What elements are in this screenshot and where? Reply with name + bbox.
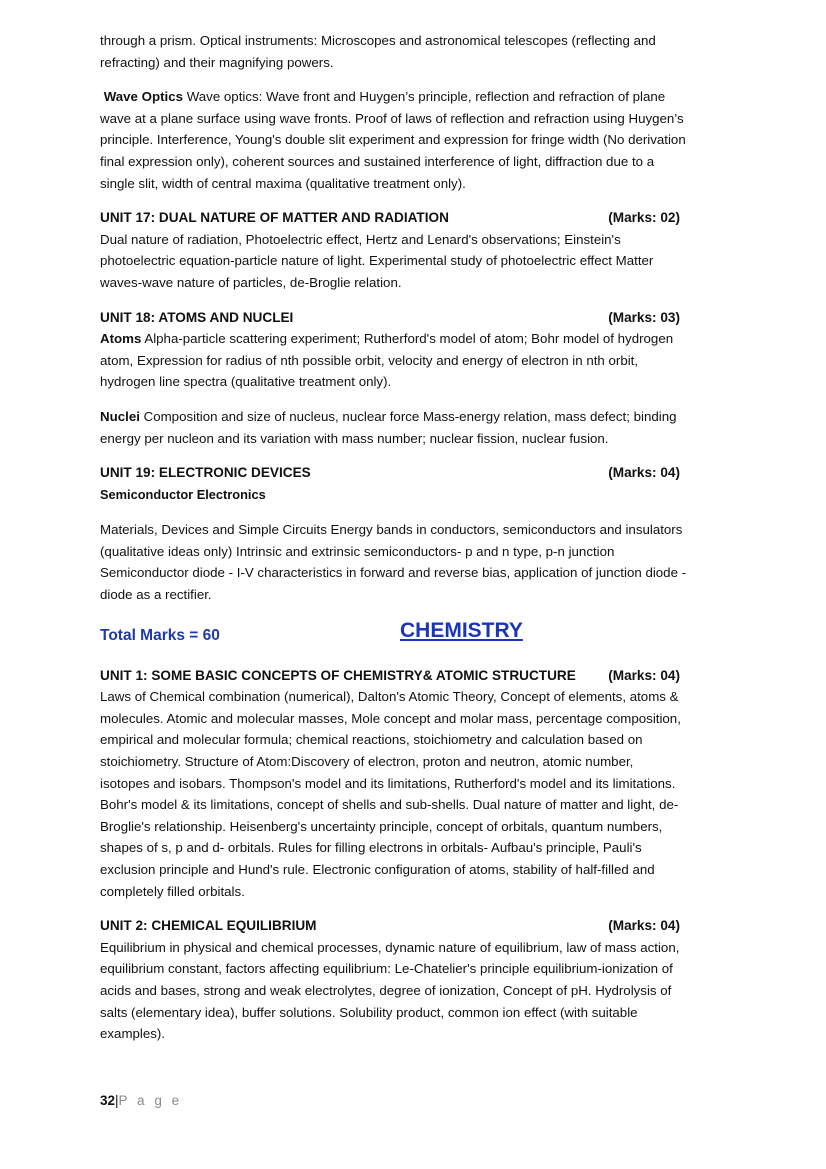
text-line: stoichiometry. Structure of Atom:Discovery of electron, proton and neutron, atomic number, [100, 754, 634, 770]
unit-heading [100, 915, 680, 937]
unit-marks: (Marks: 04) [608, 918, 680, 934]
chem-unit2-section [100, 915, 730, 1045]
text-line: wave at a plane surface using wave fronts. Proof of laws of reflection and refraction using Huygen’s [100, 110, 684, 126]
text-span: Wave optics: Wave front and Huygen’s principle, reflection and refraction of plane [183, 89, 666, 105]
text-line: salts (elementary idea), buffer solutions. Solubility product, common ion effect (with suitable [100, 1004, 638, 1020]
chem-unit1-section [100, 665, 730, 903]
text-line: energy per nucleon and its variation with mass number; nuclear fission, nuclear fusion. [100, 430, 609, 446]
text-line [100, 86, 730, 108]
text-line: diode as a rectifier. [100, 587, 212, 603]
unit19-body [100, 519, 730, 605]
text-line: exclusion principle and Hund's rule. Electronic configuration of atoms, stability of half-filled and [100, 862, 655, 877]
wave-optics-section [100, 86, 730, 194]
text-line: acids and bases, strong and weak electrolytes, degree of ionization, Concept of pH. Hydrolysis of [100, 982, 672, 998]
unit-title: UNIT 19: ELECTRONIC DEVICES [100, 465, 311, 481]
document-page [100, 30, 730, 1058]
text-line: molecules. Atomic and molecular masses, Mole concept and molar mass, percentage composition, [100, 710, 681, 726]
unit-marks: (Marks: 04) [608, 465, 680, 481]
unit17-section [100, 207, 730, 293]
text-line: waves-wave nature of particles, de-Broglie relation. [100, 274, 402, 290]
page-footer [100, 1093, 182, 1108]
text-line: Dual nature of radiation, Photoelectric effect, Hertz and Lenard's observations; Einstein's [100, 231, 621, 247]
text-span: Composition and size of nucleus, nuclear force Mass-energy relation, mass defect; binding [139, 408, 677, 424]
text-line: Semiconductor diode - I-V characteristics in forward and reverse bias, application of junction diode - [100, 565, 687, 581]
text-line: equilibrium constant, factors affecting equilibrium: Le-Chatelier's principle equilibrium-ionization of [100, 961, 673, 977]
page-label: P a g e [118, 1093, 183, 1108]
text-line: refracting) and their magnifying powers. [100, 54, 334, 70]
subject-title: CHEMISTRY [400, 618, 523, 642]
text-line [100, 328, 730, 350]
unit19-section [100, 462, 730, 606]
text-line: shapes of s, p and d- orbitals. Rules for filling electrons in orbitals- Aufbau's principle, Pauli's [100, 840, 642, 856]
subject-header [100, 619, 730, 659]
text-line: Broglie's relationship. Heisenberg's uncertainty principle, concept of orbitals, quantum numbers, [100, 818, 663, 834]
text-line: principle. Interference, Young's double slit experiment and expression for fringe width (No derivation [100, 132, 686, 148]
nuclei-heading: Nuclei [100, 408, 140, 424]
page-number: 32 [100, 1093, 116, 1108]
unit-subtitle: Semiconductor Electronics [100, 486, 266, 502]
text-line: Bohr's model & its limitations, concept of shells and sub-shells. Dual nature of matter and light, de- [100, 797, 679, 813]
text-line: photoelectric equation-particle nature of light. Experimental study of photoelectric effect Matter [100, 253, 654, 269]
text-line: atom, Expression for radius of nth possible orbit, velocity and energy of electron in nth orbit, [100, 352, 639, 368]
unit-heading [100, 462, 680, 484]
text-line: through a prism. Optical instruments: Microscopes and astronomical telescopes (reflecting and [100, 33, 656, 48]
unit-title: UNIT 17: DUAL NATURE OF MATTER AND RADIATION [100, 210, 449, 226]
unit18-section [100, 307, 730, 393]
text-line: isotopes and isobars. Thompson's model and its limitations, Rutherford's model and its limitations. [100, 775, 676, 791]
unit-title: UNIT 1: SOME BASIC CONCEPTS OF CHEMISTRY& ATOMIC STRUCTURE [100, 667, 576, 683]
text-line: single slit, width of central maxima (qualitative treatment only). [100, 175, 466, 191]
unit-title: UNIT 2: CHEMICAL EQUILIBRIUM [100, 918, 317, 934]
unit-marks: (Marks: 02) [608, 210, 680, 226]
physics-continuation [100, 30, 730, 73]
total-marks: Total Marks = 60 [100, 626, 220, 644]
text-line: empirical and molecular formula; chemical reactions, stoichiometry and calculation based on [100, 732, 643, 748]
text-line: Laws of Chemical combination (numerical), Dalton's Atomic Theory, Concept of elements, atoms & [100, 689, 679, 705]
unit-marks: (Marks: 03) [608, 309, 680, 325]
unit-heading [100, 665, 680, 687]
text-line [100, 406, 730, 428]
atoms-heading: Atoms [100, 331, 142, 347]
text-line: examples). [100, 1026, 166, 1042]
text-line: final expression only), coherent sources and sustained interference of light, diffraction due to a [100, 153, 655, 169]
text-line: Materials, Devices and Simple Circuits Energy bands in conductors, semiconductors and insulators [100, 522, 683, 538]
nuclei-section [100, 406, 730, 449]
wave-optics-heading: Wave Optics [103, 89, 184, 105]
unit-heading [100, 307, 680, 329]
unit-heading [100, 207, 680, 229]
text-line: hydrogen line spectra (qualitative treatment only). [100, 374, 392, 390]
text-line: Equilibrium in physical and chemical processes, dynamic nature of equilibrium, law of mass action, [100, 939, 680, 955]
text-line: completely filled orbitals. [100, 883, 245, 899]
unit-marks: (Marks: 04) [608, 667, 680, 683]
text-span: Alpha-particle scattering experiment; Rutherford's model of atom; Bohr model of hydrogen [141, 331, 674, 347]
unit-title: UNIT 18: ATOMS AND NUCLEI [100, 309, 294, 325]
footer-separator: | [115, 1093, 119, 1108]
text-line: (qualitative ideas only) Intrinsic and extrinsic semiconductors- p and n type, p-n junction [100, 543, 615, 559]
